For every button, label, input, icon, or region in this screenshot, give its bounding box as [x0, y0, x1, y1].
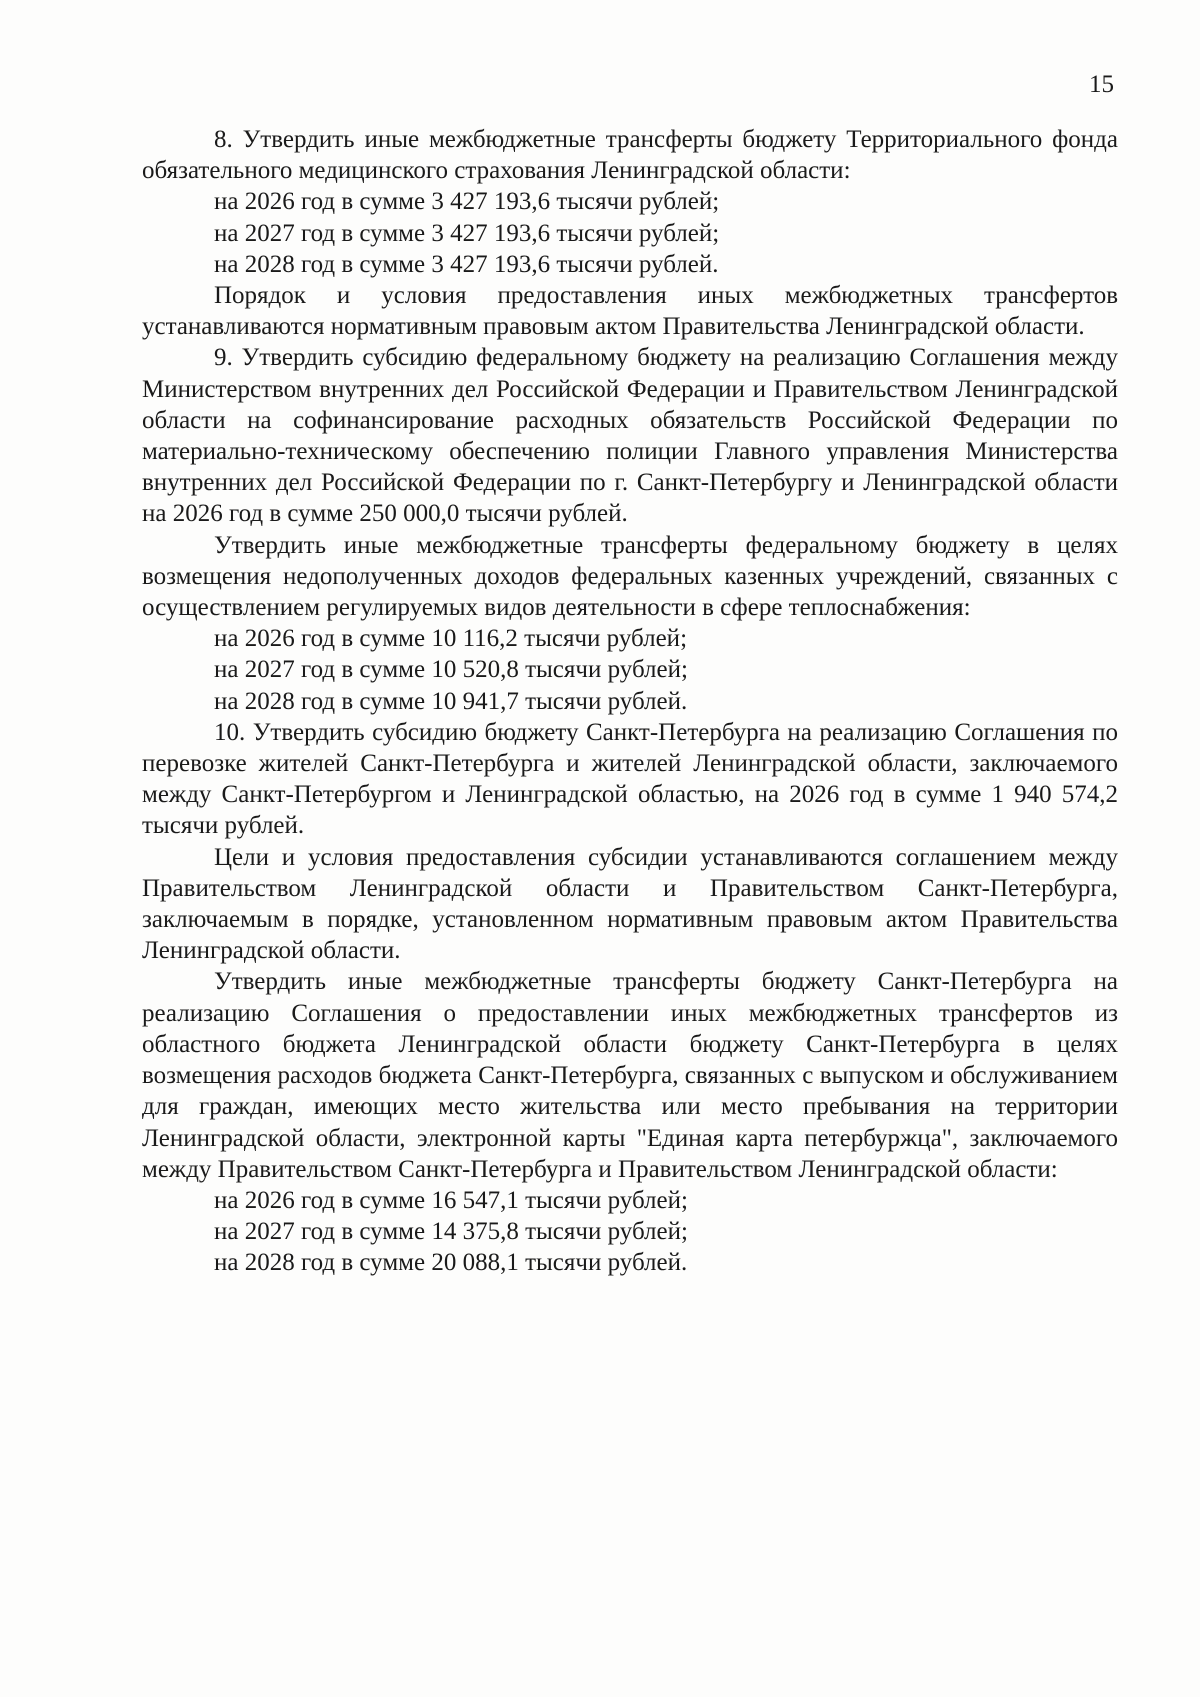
paragraph: 9. Утвердить субсидию федеральному бюджету на реализацию Соглашения между Министерством внутренних дел Российской Федерации и Правительством Ленинградской области на софинансирование расходных обязательств Российской Федерации по материально-техническому обеспечению полиции Главного управления Министерства внутренних дел Российской Федерации по г. Санкт-Петербургу и Ленинградской области на 2026 год в сумме 250 000,0 тысячи рублей. [142, 344, 1118, 528]
amount-line: на 2026 год в сумме 16 547,1 тысячи рублей; [214, 1186, 688, 1214]
paragraph: 8. Утвердить иные межбюджетные трансферты бюджету Территориального фонда обязательного медицинского страхования Ленинградской области: [142, 126, 1118, 185]
amount-line: на 2028 год в сумме 20 088,1 тысячи рублей. [214, 1249, 688, 1277]
paragraph: 10. Утвердить субсидию бюджету Санкт-Петербурга на реализацию Соглашения по перевозке жителей Санкт-Петербурга и жителей Ленинградской области, заключаемого между Санкт-Петербургом и Ленинградской областью, на 2026 год в сумме 1 940 574,2 тысячи рублей. [142, 718, 1118, 840]
page-number: 15 [1089, 71, 1114, 98]
amount-line: на 2027 год в сумме 10 520,8 тысячи рублей; [214, 656, 688, 684]
paragraph: Утвердить иные межбюджетные трансферты федеральному бюджету в целях возмещения недополученных доходов федеральных казенных учреждений, связанных с осуществлением регулируемых видов деятельности в сфере теплоснабжения: [142, 531, 1118, 622]
paragraph: Порядок и условия предоставления иных межбюджетных трансфертов устанавливаются нормативным правовым актом Правительства Ленинградской области. [142, 282, 1118, 341]
paragraph: Утвердить иные межбюджетные трансферты бюджету Санкт-Петербурга на реализацию Соглашения о предоставлении иных межбюджетных трансфертов из областного бюджета Ленинградской области бюджету Санкт-Петербурга в целях возмещения расходов бюджета Санкт-Петербурга, связанных с выпуском и обслуживанием для граждан, имеющих место жительства или место пребывания на территории Ленинградской области, электронной карты "Единая карта петербуржца", заключаемого между Правительством Санкт-Петербурга и Правительством Ленинградской области: [142, 968, 1118, 1183]
paragraph: Цели и условия предоставления субсидии устанавливаются соглашением между Правительством Ленинградской области и Правительством Санкт-Петербурга, заключаемым в порядке, установленном нормативным правовым актом Правительства Ленинградской области. [142, 843, 1118, 965]
amount-line: на 2027 год в сумме 3 427 193,6 тысячи рублей; [214, 219, 720, 247]
amount-line: на 2026 год в сумме 3 427 193,6 тысячи рублей; [214, 188, 720, 216]
amount-line: на 2027 год в сумме 14 375,8 тысячи рублей; [214, 1218, 688, 1246]
amount-line: на 2028 год в сумме 10 941,7 тысячи рублей. [214, 687, 688, 715]
amount-line: на 2026 год в сумме 10 116,2 тысячи рублей; [214, 625, 688, 653]
amount-line: на 2028 год в сумме 3 427 193,6 тысячи рублей. [214, 250, 719, 278]
document-body [142, 124, 1118, 1279]
